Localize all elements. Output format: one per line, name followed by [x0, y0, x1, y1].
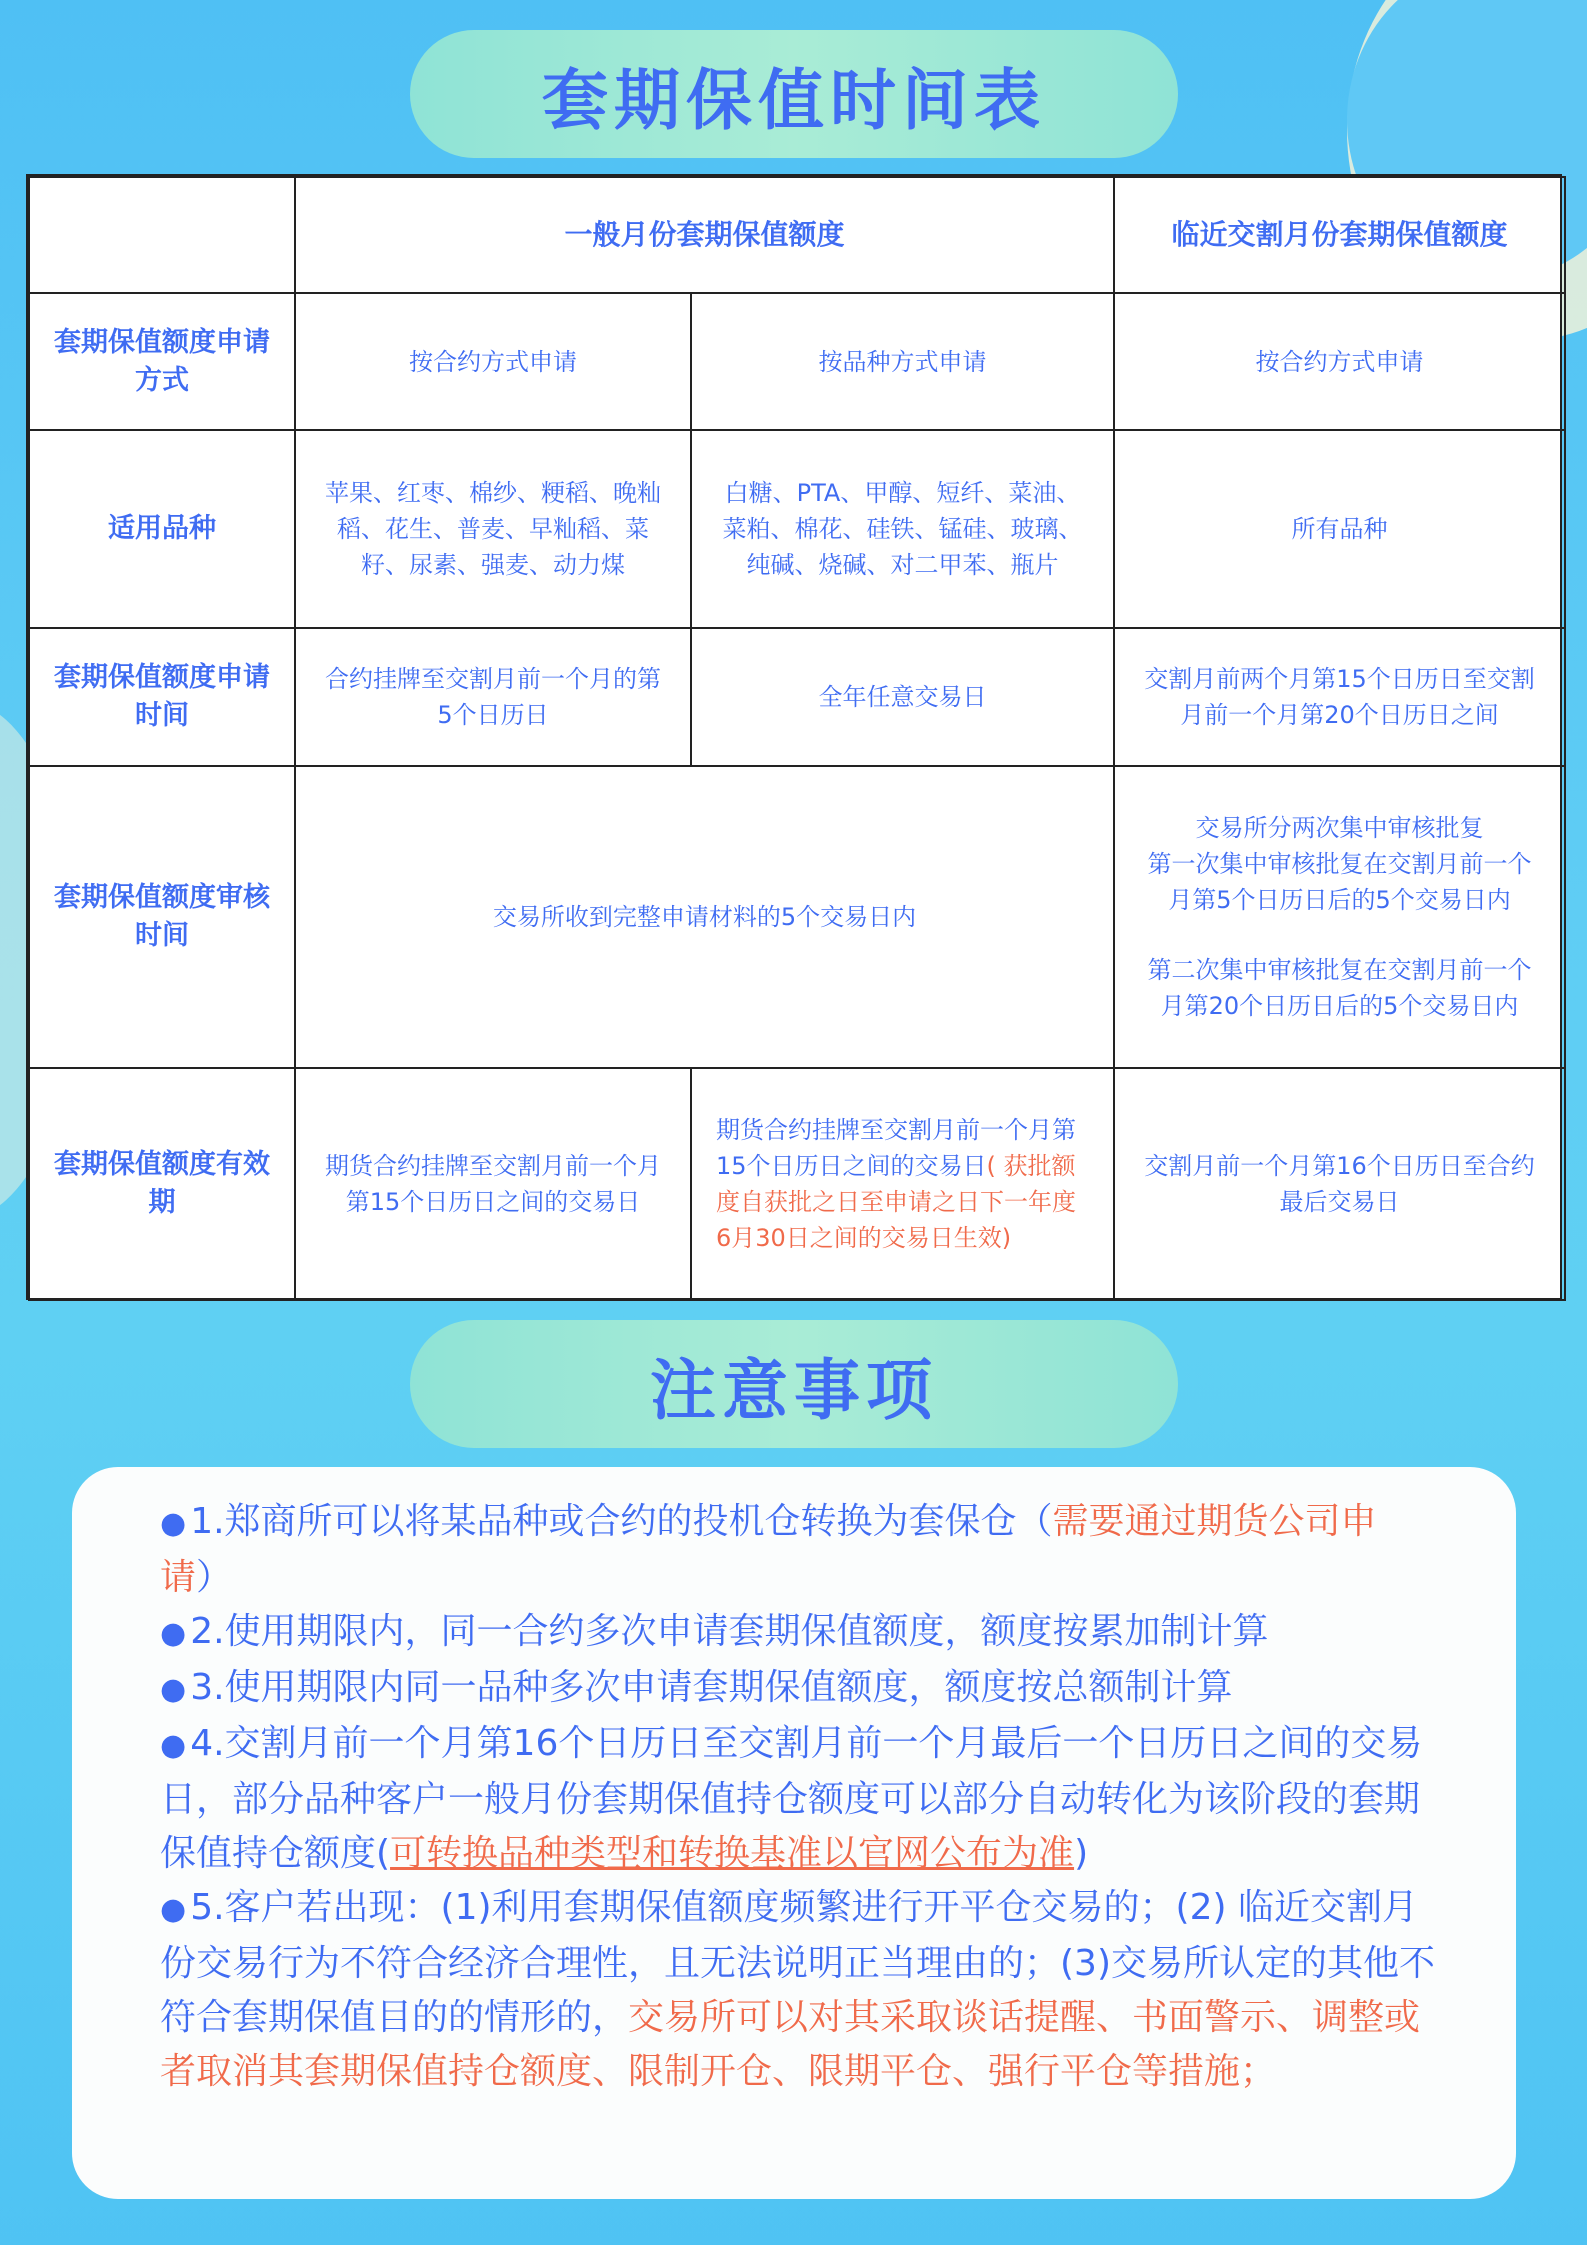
review-line-1: 交易所分两次集中审核批复 — [1195, 814, 1484, 842]
note-text: ) — [1074, 1833, 1089, 1874]
row-label: 套期保值额度申请方式 — [29, 293, 295, 430]
note-text: 2.使用期限内，同一合约多次申请套期保值额度，额度按累加制计算 — [190, 1611, 1269, 1652]
table-cell — [1114, 766, 1565, 1068]
table-cell: 白糖、PTA、甲醇、短纤、菜油、菜粕、棉花、硅铁、锰硅、玻璃、纯碱、烧碱、对二甲苯、瓶片 — [691, 430, 1114, 628]
bullet-icon: ● — [160, 1728, 187, 1763]
table-cell: 所有品种 — [1114, 430, 1565, 628]
table-cell: 交割月前两个月第15个日历日至交割月前一个月第20个日历日之间 — [1114, 628, 1565, 766]
table-header-row — [29, 177, 1565, 293]
note-item-4 — [160, 1717, 1436, 1881]
table-cell — [691, 1068, 1114, 1300]
note-text: 5.客户若出现：(1)利用套期保值额度频繁进行开平仓交易的；(2) 临近交割月份交易行为不符合经济合理性，且无法说明正当理由的；(3)交易所认定的其他不符合套期保值目的的情形的， — [160, 1887, 1435, 2038]
bullet-icon: ● — [160, 1506, 187, 1541]
table-row — [29, 430, 1565, 628]
note-item-1 — [160, 1495, 1436, 1605]
table-cell: 交易所收到完整申请材料的5个交易日内 — [295, 766, 1114, 1068]
table-row — [29, 628, 1565, 766]
note-text: 3.使用期限内同一品种多次申请套期保值额度，额度按总额制计算 — [190, 1667, 1233, 1708]
validity-note: ( 获批额度自获批之日至申请之日下一年度6月30日之间的交易日生效) — [716, 1152, 1076, 1252]
note-item-5 — [160, 1881, 1436, 2099]
bullet-icon: ● — [160, 1892, 187, 1927]
table-row — [29, 293, 1565, 430]
note-highlight: 需要通过期货公司申请 — [160, 1501, 1377, 1598]
row-label: 套期保值额度有效期 — [29, 1068, 295, 1300]
hedge-schedule-table — [26, 174, 1562, 1300]
notes-panel — [72, 1467, 1516, 2199]
table-cell: 全年任意交易日 — [691, 628, 1114, 766]
note-item-2 — [160, 1605, 1436, 1661]
note-text: 1.郑商所可以将某品种或合约的投机仓转换为套保仓（ — [190, 1501, 1053, 1542]
review-line-2: 第一次集中审核批复在交割月前一个月第5个日历日后的5个交易日内 — [1147, 850, 1532, 914]
header-general-month: 一般月份套期保值额度 — [295, 177, 1114, 293]
note-link[interactable]: 可转换品种类型和转换基准以官网公布为准 — [390, 1833, 1075, 1874]
bullet-icon: ● — [160, 1616, 187, 1651]
notes-title: 注意事项 — [410, 1320, 1178, 1448]
review-line-3: 第二次集中审核批复在交割月前一个月第20个日历日后的5个交易日内 — [1147, 956, 1532, 1020]
note-item-3 — [160, 1661, 1436, 1717]
bullet-icon: ● — [160, 1672, 187, 1707]
table-cell: 按品种方式申请 — [691, 293, 1114, 430]
table-cell: 按合约方式申请 — [1114, 293, 1565, 430]
table-row — [29, 766, 1565, 1068]
note-text: 4.交割月前一个月第16个日历日至交割月前一个月最后一个日历日之间的交易日，部分品种客户一般月份套期保值持仓额度可以部分自动转化为该阶段的套期保值持仓额度( — [160, 1723, 1423, 1874]
note-text: ） — [196, 1557, 233, 1598]
header-empty-cell — [29, 177, 295, 293]
table-cell: 按合约方式申请 — [295, 293, 691, 430]
note-highlight: 交易所可以对其采取谈话提醒、书面警示、调整或者取消其套期保值持仓额度、限制开仓、限期平仓、强行平仓等措施； — [160, 1997, 1421, 2092]
row-label: 套期保值额度申请时间 — [29, 628, 295, 766]
table-cell: 交割月前一个月第16个日历日至合约最后交易日 — [1114, 1068, 1565, 1300]
table-cell: 合约挂牌至交割月前一个月的第5个日历日 — [295, 628, 691, 766]
table-cell: 苹果、红枣、棉纱、粳稻、晚籼稻、花生、普麦、早籼稻、菜籽、尿素、强麦、动力煤 — [295, 430, 691, 628]
table-row — [29, 1068, 1565, 1300]
header-near-delivery-month: 临近交割月份套期保值额度 — [1114, 177, 1565, 293]
row-label: 套期保值额度审核时间 — [29, 766, 295, 1068]
row-label: 适用品种 — [29, 430, 295, 628]
validity-text: 期货合约挂牌至交割月前一个月第15个日历日之间的交易日 — [716, 1116, 1076, 1180]
page-title: 套期保值时间表 — [410, 30, 1178, 158]
table-cell: 期货合约挂牌至交割月前一个月第15个日历日之间的交易日 — [295, 1068, 691, 1300]
